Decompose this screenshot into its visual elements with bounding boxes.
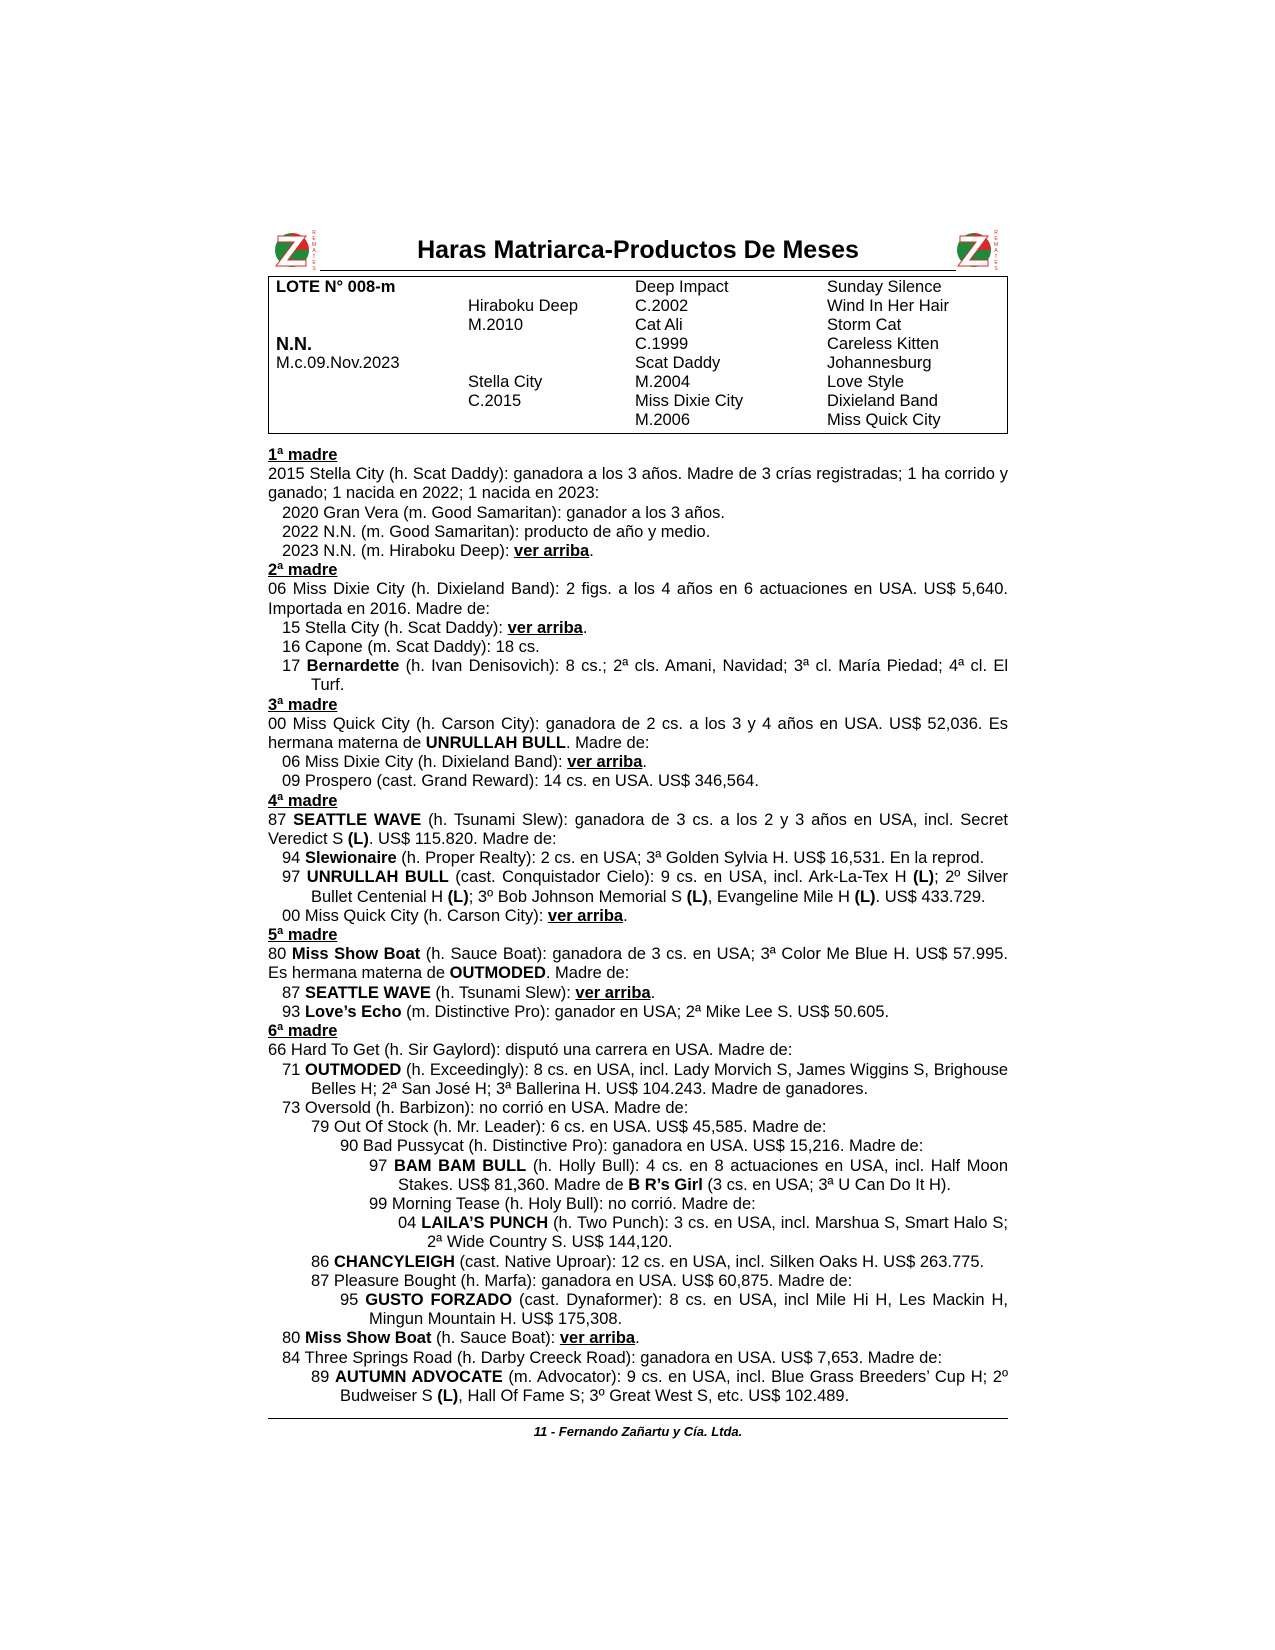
offspring-entry: 00 Miss Quick City (h. Carson City): ver arriba. xyxy=(282,906,628,925)
offspring-entry: 89 AUTUMN ADVOCATE (m. Advocator): 9 cs. en USA, incl. Blue Grass Breeders’ Cup H; 2º Budweiser S (L), Hall Of Fame S; 3º Great West S, etc. US$ 102.489. xyxy=(311,1367,1008,1405)
section-heading: 3ª madre xyxy=(268,695,338,714)
offspring-entry: 94 Slewionaire (h. Proper Realty): 2 cs. en USA; 3ª Golden Sylvia H. US$ 16,531. En la reprod. xyxy=(282,849,985,868)
great-grandparent: Johannesburg xyxy=(827,354,932,372)
offspring-entry: 97 UNRULLAH BULL (cast. Conquistador Cielo): 9 cs. en USA, incl. Ark-La-Tex H (L); 2º Silver Bullet Centenial H (L); 3º Bob Johnson Memorial S (L), Evangeline Mile H (L). US$ 433.729. xyxy=(282,868,1008,906)
offspring-entry: 86 CHANCYLEIGH (cast. Native Uproar): 12 cs. en USA, incl. Silken Oaks H. US$ 263.775. xyxy=(311,1252,985,1271)
pedigree-box xyxy=(268,276,1008,434)
offspring-entry: 93 Love’s Echo (m. Distinctive Pro): ganador en USA; 2ª Mike Lee S. US$ 50.605. xyxy=(282,1002,890,1021)
great-grandparent: Dixieland Band xyxy=(827,392,938,410)
svg-text:R: R xyxy=(312,230,316,236)
svg-text:M: M xyxy=(993,242,999,248)
offspring-entry: 80 Miss Show Boat (h. Sauce Boat): ver arriba. xyxy=(282,1329,640,1348)
dam-entry: 2015 Stella City (h. Scat Daddy): ganadora a los 3 años. Madre de 3 crías registradas; 1 ha corrido y ganado; 1 nacida en 2022; 1 nacida en 2023: xyxy=(268,465,1008,503)
granddam-paternal: Cat Ali xyxy=(635,316,683,334)
svg-text:E: E xyxy=(994,236,998,242)
footer-text: 11 - Fernando Zañartu y Cía. Ltda. xyxy=(533,1424,743,1439)
ver-arriba-link[interactable]: ver arriba xyxy=(547,906,624,925)
offspring-entry: 99 Morning Tease (h. Holy Bull): no corrió. Madre de: xyxy=(369,1194,756,1213)
offspring-entry: 84 Three Springs Road (h. Darby Creeck Road): ganadora en USA. US$ 7,653. Madre de: xyxy=(282,1348,943,1367)
section-heading: 4ª madre xyxy=(268,791,338,810)
great-grandparent: Love Style xyxy=(827,373,905,391)
offspring-entry: 15 Stella City (h. Scat Daddy): ver arriba. xyxy=(282,618,588,637)
offspring-entry: 79 Out Of Stock (h. Mr. Leader): 6 cs. en USA. US$ 45,585. Madre de: xyxy=(311,1118,827,1137)
sire-name: Hiraboku Deep xyxy=(468,297,579,315)
svg-text:E: E xyxy=(312,260,316,266)
zz-remates-logo xyxy=(954,224,1002,272)
offspring-entry: 17 Bernardette (h. Ivan Denisovich): 8 cs.; 2ª cls. Amani, Navidad; 3ª cl. María Piedad; 4ª cl. El Turf. xyxy=(282,657,1008,695)
svg-text:T: T xyxy=(312,254,316,260)
offspring-entry: 04 LAILA’S PUNCH (h. Two Punch): 3 cs. en USA, incl. Marshua S, Smart Halo S; 2ª Wide Country S. US$ 144,120. xyxy=(398,1214,1008,1252)
svg-text:A: A xyxy=(994,248,998,254)
section-heading: 2ª madre xyxy=(268,561,338,580)
offspring-entry: 90 Bad Pussycat (h. Distinctive Pro): ganadora en USA. US$ 15,216. Madre de: xyxy=(340,1137,924,1156)
ver-arriba-link[interactable]: ver arriba xyxy=(559,1329,636,1348)
offspring-entry: 95 GUSTO FORZADO (cast. Dynaformer): 8 cs. en USA, incl Mile Hi H, Les Mackin H, Mingun Mountain H. US$ 175,308. xyxy=(340,1290,1008,1329)
svg-text:E: E xyxy=(312,236,316,242)
dam-entry: 00 Miss Quick City (h. Carson City): ganadora de 2 cs. a los 3 y 4 años en USA. US$ 52,036. Es hermana materna de UNRULLAH BULL. Madre de: xyxy=(268,714,1008,753)
ver-arriba-link[interactable]: ver arriba xyxy=(507,618,583,637)
great-grandparent: Wind In Her Hair xyxy=(827,297,949,315)
page-title: Haras Matriarca-Productos De Meses xyxy=(417,236,859,264)
header xyxy=(268,224,1008,272)
offspring-entry: 2022 N.N. (m. Good Samaritan): producto de año y medio. xyxy=(282,522,711,541)
offspring-entry: 2020 Gran Vera (m. Good Samaritan): ganador a los 3 años. xyxy=(282,503,726,522)
svg-text:R: R xyxy=(994,230,998,236)
dam-info: C.2015 xyxy=(468,392,522,410)
offspring-entry: 71 OUTMODED (h. Exceedingly): 8 cs. en USA, incl. Lady Morvich S, James Wiggins S, Brighouse Belles H; 2ª San José H; 3ª Ballerina H. US$ 104.243. Madre de ganadores. xyxy=(282,1060,1009,1098)
ver-arriba-link[interactable]: ver arriba xyxy=(575,983,651,1002)
offspring-entry: 06 Miss Dixie City (h. Dixieland Band): ver arriba. xyxy=(282,753,647,772)
section-heading: 5ª madre xyxy=(268,926,338,945)
offspring-entry: 87 SEATTLE WAVE (h. Tsunami Slew): ver arriba. xyxy=(282,983,656,1002)
page xyxy=(268,224,1008,1406)
horse-birth: M.c.09.Nov.2023 xyxy=(276,354,400,372)
offspring-entry: 97 BAM BAM BULL (h. Holly Bull): 4 cs. en 8 actuaciones en USA, incl. Half Moon Stakes. US$ 81,360. Madre de B R’s Girl (3 cs. en USA; 3ª U Can Do It H). xyxy=(369,1156,1009,1194)
lot-number: LOTE N° 008-m xyxy=(276,278,396,296)
ver-arriba-link[interactable]: ver arriba xyxy=(567,753,643,772)
great-grandparent: Miss Quick City xyxy=(827,411,941,429)
dam-entry: 06 Miss Dixie City (h. Dixieland Band): 2 figs. a los 4 años en 6 actuaciones en USA. US$ 5,640. Importada en 2016. Madre de: xyxy=(268,580,1008,618)
footer xyxy=(268,1418,1008,1439)
svg-text:M: M xyxy=(311,242,317,248)
offspring-entry: 16 Capone (m. Scat Daddy): 18 cs. xyxy=(282,638,540,657)
horse-name: N.N. xyxy=(276,334,312,354)
sire-info: M.2010 xyxy=(468,316,524,334)
great-grandparent: Careless Kitten xyxy=(827,335,939,353)
granddam-maternal: Miss Dixie City xyxy=(635,392,744,410)
svg-text:A: A xyxy=(312,248,316,254)
footer-rule xyxy=(268,1418,1008,1419)
dam-entry: 80 Miss Show Boat (h. Sauce Boat): ganadora de 3 cs. en USA; 3ª Color Me Blue H. US$ 57.995. Es hermana materna de OUTMODED. Madre de: xyxy=(268,945,1009,983)
family-text xyxy=(268,446,1008,1406)
grandsire-maternal: Scat Daddy xyxy=(635,354,721,372)
grandsire-paternal: Deep Impact xyxy=(635,278,729,296)
dam-name: Stella City xyxy=(468,373,543,391)
granddam-maternal-info: M.2006 xyxy=(635,411,691,429)
svg-text:S: S xyxy=(994,266,998,272)
svg-text:S: S xyxy=(312,266,316,272)
offspring-entry: 2023 N.N. (m. Hiraboku Deep): ver arriba. xyxy=(282,542,594,561)
offspring-entry: 09 Prospero (cast. Grand Reward): 14 cs. en USA. US$ 346,564. xyxy=(282,772,759,791)
section-heading: 1ª madre xyxy=(268,446,338,464)
section-heading: 6ª madre xyxy=(268,1022,338,1041)
title-underline xyxy=(320,270,956,271)
offspring-entry: 73 Oversold (h. Barbizon): no corrió en USA. Madre de: xyxy=(282,1098,689,1117)
dam-entry: 87 SEATTLE WAVE (h. Tsunami Slew): ganadora de 3 cs. a los 2 y 3 años en USA, incl. Secret Veredict S (L). US$ 115.820. Madre de: xyxy=(268,810,1008,849)
grandsire-paternal-info: C.2002 xyxy=(635,297,689,315)
dam-entry: 66 Hard To Get (h. Sir Gaylord): disputó una carrera en USA. Madre de: xyxy=(268,1041,793,1060)
granddam-paternal-info: C.1999 xyxy=(635,335,689,353)
offspring-entry: 87 Pleasure Bought (h. Marfa): ganadora en USA. US$ 60,875. Madre de: xyxy=(311,1271,853,1290)
grandsire-maternal-info: M.2004 xyxy=(635,373,691,391)
great-grandparent: Sunday Silence xyxy=(827,278,942,296)
great-grandparent: Storm Cat xyxy=(827,316,902,334)
svg-text:E: E xyxy=(994,260,998,266)
ver-arriba-link[interactable]: ver arriba xyxy=(514,542,590,561)
svg-text:T: T xyxy=(994,254,998,260)
